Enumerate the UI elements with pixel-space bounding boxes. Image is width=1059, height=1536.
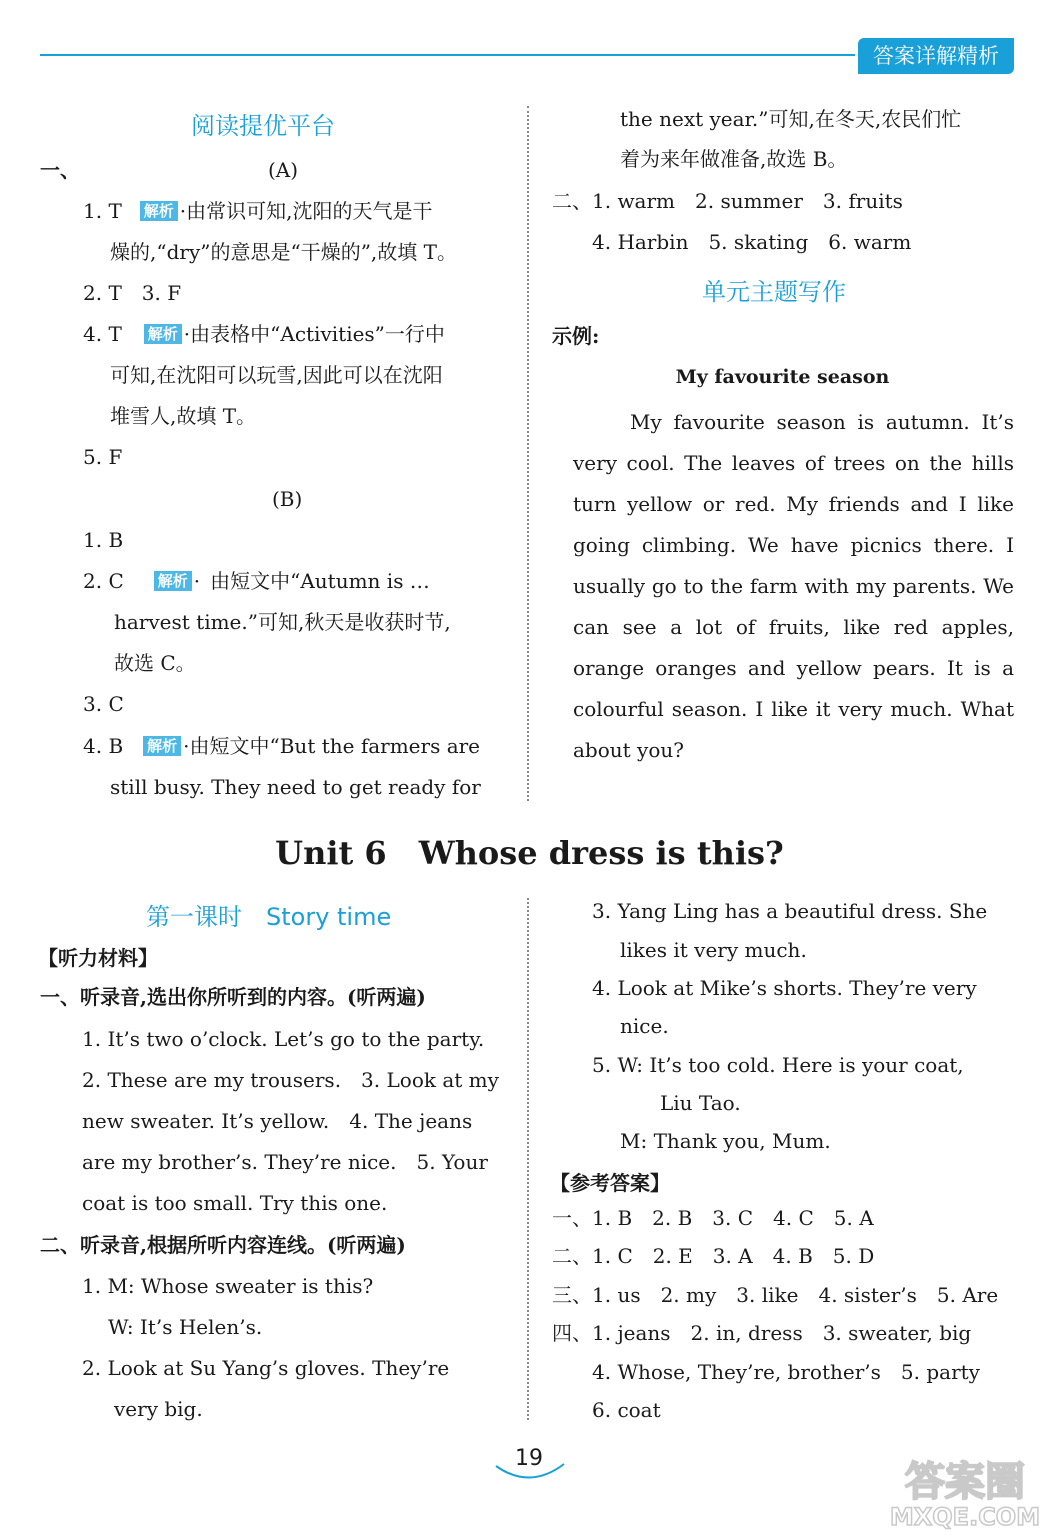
header-tag: 答案详解精析 (858, 38, 1014, 74)
answer-b4-number: 4. B (83, 734, 124, 758)
answer-b4-cont: still busy. They need to get ready for (110, 775, 481, 799)
answer-b3: 3. C (83, 692, 124, 716)
listening-part1-line4: are my brother’s. They’re nice. 5. Your (82, 1150, 488, 1174)
answer-a4-cont2: 堆雪人,故填 T。 (110, 404, 257, 428)
answer-a1-number: 1. T (83, 199, 122, 223)
answer-a1-cont: 燥的,“dry”的意思是“干燥的”,故填 T。 (110, 240, 457, 264)
listening-part2-line10: Liu Tao. (660, 1091, 741, 1115)
answers-part4-line1: 四、1. jeans 2. in, dress 3. sweater, big (552, 1321, 972, 1345)
answers-part4-line2: 4. Whose, They’re, brother’s 5. party (592, 1360, 980, 1384)
section-one-number: 一、 (40, 158, 80, 182)
lesson-title: 第一课时 Story time (146, 903, 392, 931)
header-rule (40, 54, 855, 56)
svg-text:MXQE.COM: MXQE.COM (889, 1503, 1041, 1530)
listening-part2-heading: 二、听录音,根据所听内容连线。(听两遍) (40, 1233, 406, 1257)
answer-a1: 1. T 解析 ·由常识可知,沈阳的天气是干 (83, 199, 433, 223)
answer-b4-text: 由短文中“But the farmers are (189, 734, 481, 758)
section-two-answers-line2: 4. Harbin 5. skating 6. warm (592, 230, 912, 254)
example-label: 示例: (552, 324, 600, 348)
answer-b2: 2. C 解析 · 由短文中“Autumn is … (83, 569, 430, 593)
answer-b2-number: 2. C (83, 569, 124, 593)
reference-answers-label: 【参考答案】 (550, 1171, 670, 1195)
answer-a4-number: 4. T (83, 322, 122, 346)
listening-part2-line3: 2. Look at Su Yang’s gloves. They’re (82, 1356, 450, 1380)
answer-a4-text: 由表格中“Activities”一行中 (190, 322, 445, 346)
page-number-swoosh (494, 1460, 566, 1484)
listening-part2-line7: 4. Look at Mike’s shorts. They’re very (592, 976, 977, 1000)
section-two-answers-line1: 二、1. warm 2. summer 3. fruits (552, 189, 903, 213)
answer-b2-cont2: 故选 C。 (114, 651, 196, 675)
answers-part2: 二、1. C 2. E 3. A 4. B 5. D (552, 1244, 875, 1268)
listening-part1-line2: 2. These are my trousers. 3. Look at my (82, 1068, 499, 1092)
listening-part2-line9: 5. W: It’s too cold. Here is your coat, (592, 1053, 964, 1077)
listening-part1-line3: new sweater. It’s yellow. 4. The jeans (82, 1109, 473, 1133)
listening-part1-line5: coat is too small. Try this one. (82, 1191, 388, 1215)
part-a-label: (A) (268, 158, 299, 182)
listening-part2-line4: very big. (114, 1397, 203, 1421)
answer-a2-a3: 2. T 3. F (83, 281, 182, 305)
essay-body: My favourite season is autumn. It’s very cool. The leaves of trees on the hills turn yellow or red. My friends and I like going climbing. We have picnics there. I usually go to the farm with my parents. We can see a lot of fruits, like red apples, orange oranges and yellow pears. It is a colourful season. I like it very much. What about you? (573, 410, 1014, 762)
answers-part1: 一、1. B 2. B 3. C 4. C 5. A (552, 1206, 874, 1230)
analysis-tag: 解析 (140, 201, 178, 221)
listening-part1-heading: 一、听录音,选出你所听到的内容。(听两遍) (40, 985, 426, 1009)
listening-part2-line8: nice. (620, 1014, 669, 1038)
answer-b1: 1. B (83, 528, 124, 552)
answer-a4: 4. T 解析 ·由表格中“Activities”一行中 (83, 322, 445, 346)
writing-section-title: 单元主题写作 (702, 278, 846, 306)
listening-part2-line5: 3. Yang Ling has a beautiful dress. She (592, 899, 988, 923)
answer-b2-cont1: harvest time.”可知,秋天是收获时节, (114, 610, 451, 634)
answer-b4: 4. B 解析 ·由短文中“But the farmers are (83, 734, 481, 758)
analysis-tag: 解析 (154, 571, 192, 591)
answer-a1-text: 由常识可知,沈阳的天气是干 (186, 199, 433, 223)
listening-part2-line2: W: It’s Helen’s. (108, 1315, 263, 1339)
reading-section-title: 阅读提优平台 (191, 112, 335, 140)
essay-title: My favourite season (675, 366, 890, 388)
analysis-tag: 解析 (143, 736, 181, 756)
page-number: 19 (515, 1446, 543, 1471)
listening-part2-line6: likes it very much. (620, 938, 807, 962)
unit-title: Unit 6 Whose dress is this? (275, 834, 784, 872)
analysis-tag: 解析 (144, 324, 182, 344)
watermark-logo (880, 1455, 1050, 1530)
answer-a5: 5. F (83, 445, 123, 469)
answer-b2-text: 由短文中“Autumn is … (210, 569, 430, 593)
listening-part2-line1: 1. M: Whose sweater is this? (82, 1274, 374, 1298)
svg-text:答案圈: 答案圈 (905, 1459, 1025, 1505)
listening-part2-line11: M: Thank you, Mum. (620, 1129, 831, 1153)
part-b-label: (B) (272, 487, 303, 511)
listening-part1-line1: 1. It’s two o’clock. Let’s go to the party. (82, 1027, 485, 1051)
column-divider-top (527, 106, 529, 801)
answer-a4-cont1: 可知,在沈阳可以玩雪,因此可以在沈阳 (110, 363, 443, 387)
answer-b4-cont3: 着为来年做准备,故选 B。 (620, 147, 848, 171)
listening-material-label: 【听力材料】 (38, 946, 158, 970)
column-divider-bottom (527, 898, 529, 1420)
answers-part4-line3: 6. coat (592, 1398, 661, 1422)
answer-b4-cont2: the next year.”可知,在冬天,农民们忙 (620, 107, 962, 131)
answers-part3: 三、1. us 2. my 3. like 4. sister’s 5. Are (552, 1283, 999, 1307)
